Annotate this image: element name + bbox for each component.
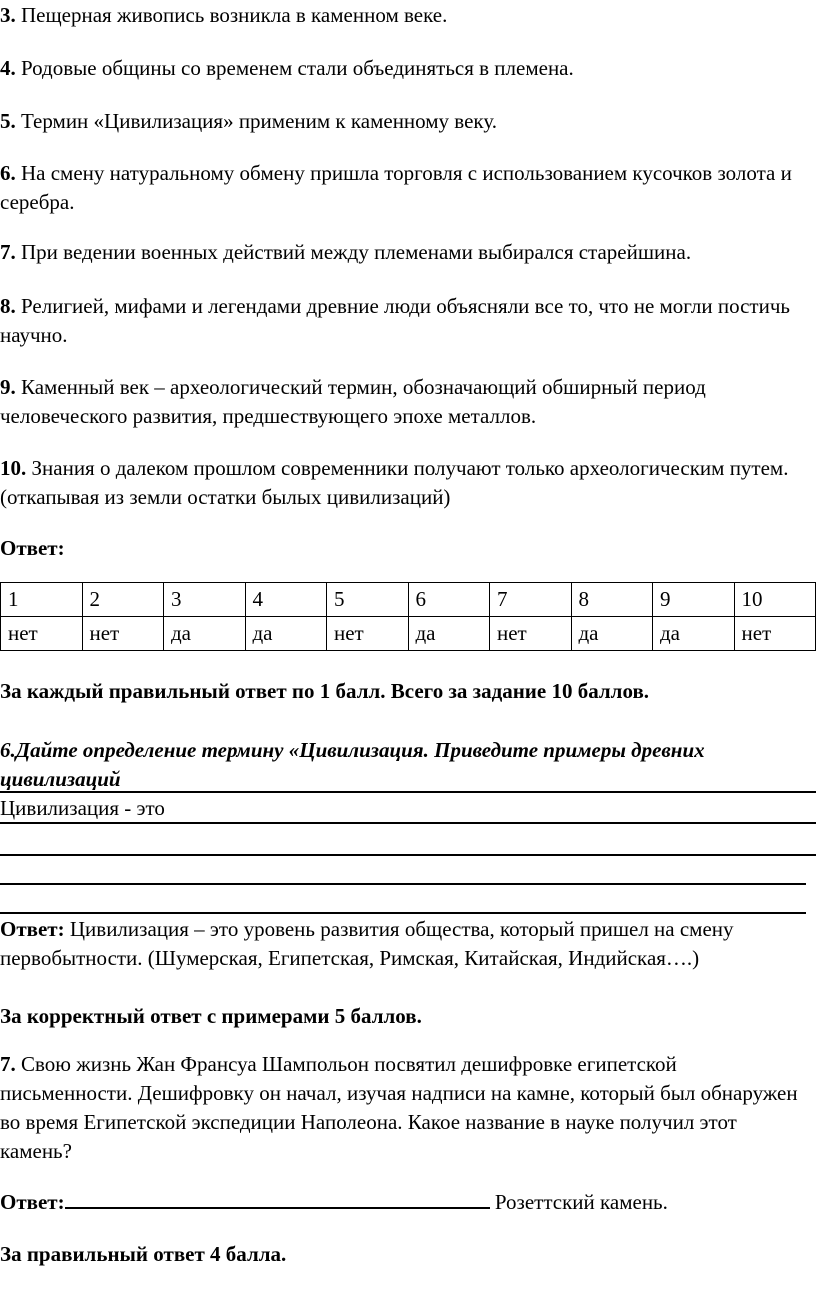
answer-blank-line: [65, 1187, 490, 1209]
task6-scoring: За корректный ответ с примерами 5 баллов.: [0, 1004, 422, 1028]
statement-3: 3. Пещерная живопись возникла в каменном веке.: [0, 3, 448, 27]
table-cell: 3: [164, 583, 246, 617]
table-cell: да: [653, 617, 735, 651]
task7-scoring: За правильный ответ 4 балла.: [0, 1242, 287, 1266]
divider-line: [0, 791, 816, 793]
table-cell: 7: [490, 583, 572, 617]
table-cell: да: [408, 617, 490, 651]
table-cell: 10: [734, 583, 816, 617]
answer-table: [0, 582, 816, 651]
table-cell: 5: [327, 583, 409, 617]
statement-9: 9. Каменный век – археологический термин, обозначающий обширный период человеческого развития, предшествующего эпохе металлов.: [0, 375, 706, 428]
table-cell: нет: [490, 617, 572, 651]
answer-table-answer-row: [1, 617, 816, 651]
table-cell: нет: [1, 617, 83, 651]
statement-7: 7. При ведении военных действий между племенами выбирался старейшина.: [0, 240, 692, 264]
answer-heading: Ответ:: [0, 536, 65, 560]
task7-question: 7. Свою жизнь Жан Франсуа Шампольон посвятил дешифровке египетской письменности. Дешифровку он начал, изучая надписи на камне, который был обнаружен во время Египетской экспедиции Наполеона. Какое название в науке получил этот камень?: [0, 1052, 798, 1163]
statement-5: 5. Термин «Цивилизация» применим к каменному веку.: [0, 109, 497, 133]
task6-prompt: Цивилизация - это: [0, 796, 165, 820]
answer-table-number-row: [1, 583, 816, 617]
table-cell: 2: [82, 583, 164, 617]
answer-blank-line: [0, 822, 816, 824]
task6-answer: Ответ: Цивилизация – это уровень развития общества, который пришел на смену первобытности. (Шумерская, Египетская, Римская, Китайская, Индийская….): [0, 917, 734, 970]
table-cell: да: [571, 617, 653, 651]
table-cell: нет: [734, 617, 816, 651]
table-cell: да: [245, 617, 327, 651]
task6-question: 6.Дайте определение термину «Цивилизация. Приведите примеры древних цивилизаций: [0, 738, 705, 791]
table-cell: нет: [82, 617, 164, 651]
table-cell: нет: [327, 617, 409, 651]
table-cell: 8: [571, 583, 653, 617]
table-cell: 1: [1, 583, 83, 617]
statement-4: 4. Родовые общины со временем стали объединяться в племена.: [0, 56, 574, 80]
answer-blank-line: [0, 854, 816, 856]
statement-10: 10. Знания о далеком прошлом современники получают только археологическим путем. (откапывая из земли остатки былых цивилизаций): [0, 456, 789, 509]
table-cell: да: [164, 617, 246, 651]
statement-6: 6. На смену натуральному обмену пришла торговля с использованием кусочков золота и серебра.: [0, 161, 792, 214]
table-cell: 4: [245, 583, 327, 617]
task5-scoring: За каждый правильный ответ по 1 балл. Всего за задание 10 баллов.: [0, 679, 650, 703]
task7-answer: Ответ: Розеттский камень.: [0, 1187, 812, 1217]
answer-blank-line: [0, 912, 806, 914]
answer-blank-line: [0, 883, 806, 885]
table-cell: 9: [653, 583, 735, 617]
table-cell: 6: [408, 583, 490, 617]
statement-8: 8. Религией, мифами и легендами древние люди объясняли все то, что не могли постичь научно.: [0, 294, 790, 347]
